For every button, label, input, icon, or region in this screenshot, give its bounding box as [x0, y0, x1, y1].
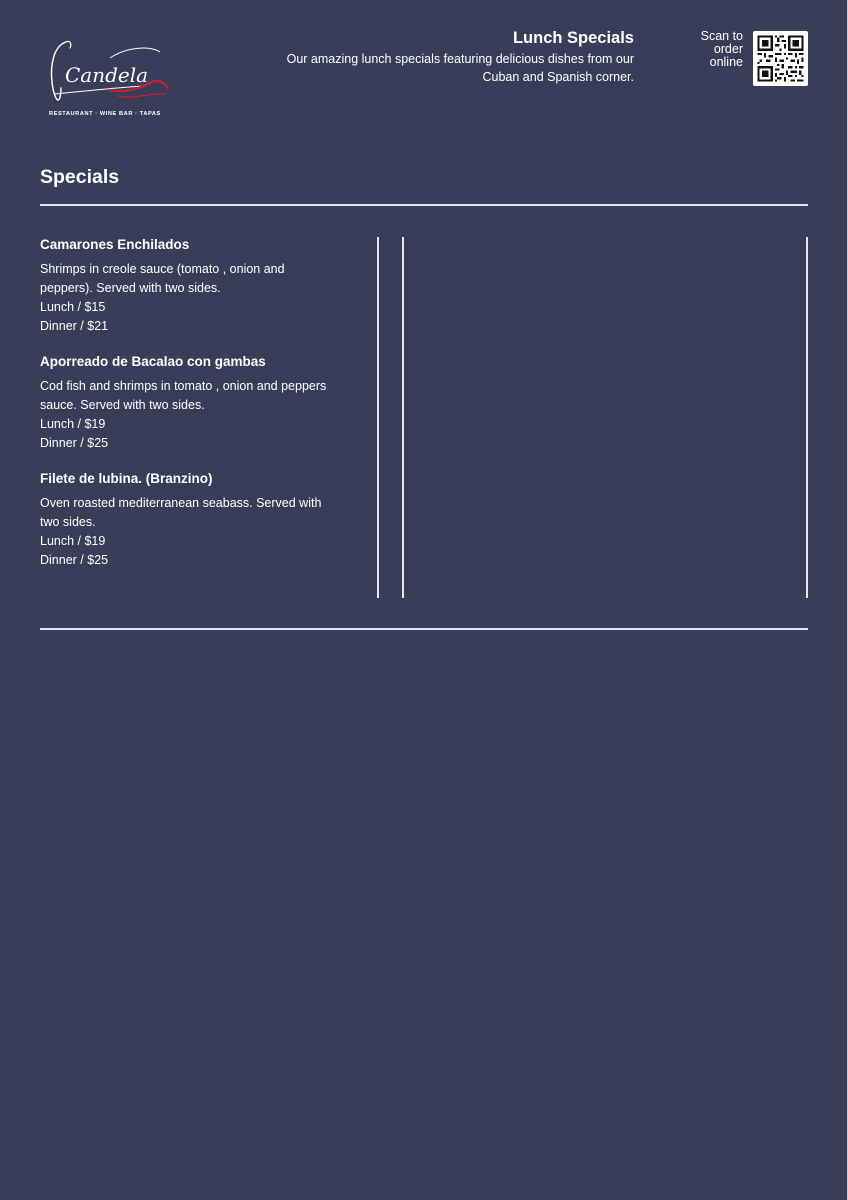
menu-item-name: Aporreado de Bacalao con gambas: [40, 354, 266, 369]
scan-line-1: Scan to: [700, 29, 743, 43]
menu-item: [40, 471, 340, 569]
menu-item-dinner-price: Dinner / $25: [40, 552, 109, 567]
qr-code-icon[interactable]: [753, 31, 808, 86]
scan-to-order-label: [663, 30, 743, 69]
menu-item-lunch-price: Lunch / $19: [40, 417, 106, 431]
logo-tagline: RESTAURANT · WINE BAR · TAPAS: [49, 111, 161, 117]
scan-line-3: online: [709, 55, 743, 69]
menu-item-description: Cod fish and shrimps in tomato , onion and peppers sauce. Served with two sides.: [40, 379, 327, 412]
menu-item-lunch-price: Lunch / $15: [40, 300, 106, 314]
section-divider-top: [40, 204, 808, 206]
scan-line-2: order: [713, 42, 743, 56]
menu-column: [40, 237, 340, 588]
section-title: Specials: [40, 166, 120, 188]
menu-item-description: Oven roasted mediterranean seabass. Served with two sides.: [40, 496, 322, 529]
menu-item: [40, 237, 340, 335]
logo-wordmark-graphic: [48, 36, 172, 114]
menu-item-dinner-price: Dinner / $21: [40, 318, 109, 333]
menu-item: [40, 354, 340, 452]
column-divider: [402, 237, 404, 598]
menu-item-name: Camarones Enchilados: [40, 237, 190, 252]
page-title: Lunch Specials: [512, 29, 634, 47]
restaurant-logo: [48, 36, 172, 122]
menu-item-dinner-price: Dinner / $25: [40, 435, 109, 450]
column-divider: [377, 237, 379, 598]
menu-item-name: Filete de lubina. (Branzino): [40, 471, 213, 486]
section-divider-bottom: [40, 628, 808, 630]
logo-wordmark: Candela: [65, 63, 149, 87]
menu-item-description: Shrimps in creole sauce (tomato , onion and peppers). Served with two sides.: [40, 262, 285, 295]
column-divider: [806, 237, 808, 598]
page-subtitle: Our amazing lunch specials featuring delicious dishes from our Cuban and Spanish corner.: [286, 52, 634, 84]
menu-item-lunch-price: Lunch / $19: [40, 534, 106, 548]
